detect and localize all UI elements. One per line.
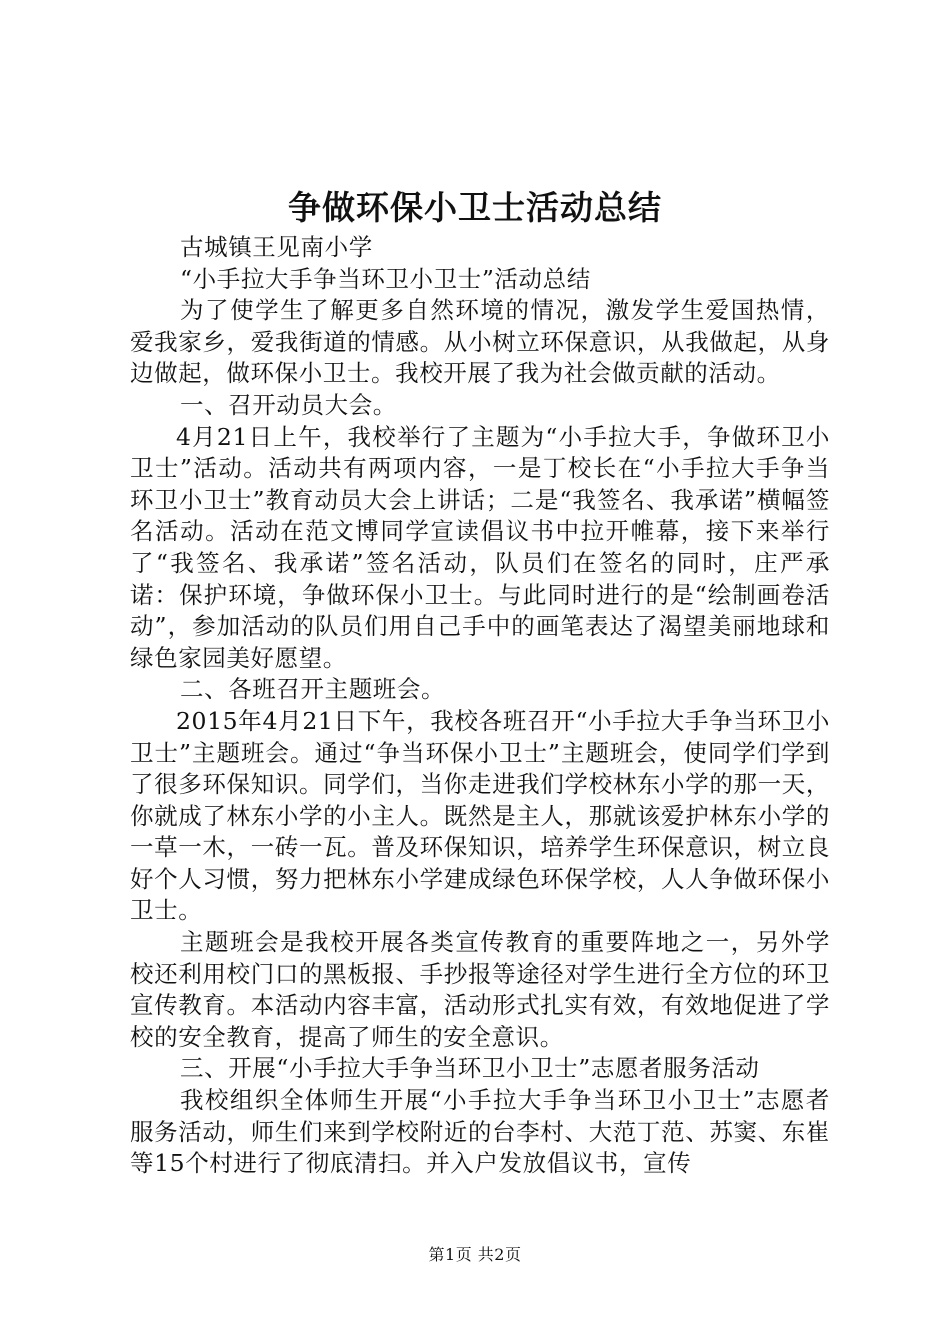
paragraph-school-name: 古城镇王见南小学 [180, 233, 373, 261]
section-heading-2: 二、各班召开主题班会。 [180, 675, 446, 704]
section-heading-1: 一、召开动员大会。 [180, 390, 397, 419]
document-body [130, 232, 830, 1180]
section-heading-3: 三、开展“小手拉大手争当环卫小卫士”志愿者服务活动 [180, 1054, 760, 1083]
document-title: 争做环保小卫士活动总结 [288, 188, 662, 227]
paragraph-section-2: 2015年4月21日下午，我校各班召开“小手拉大手争当环卫小卫士”主题班会。通过“争当环保小卫士”主题班会，使同学们学到了很多环保知识。同学们，当你走进我们学校林东小学的那一天，你就成了林东小学的小主人。既然是主人，那就该爱护林东小学的一草一木，一砖一瓦。普及环保知识，培养学生环保意识，树立良好个人习惯，努力把林东小学建成绿色环保学校，人人争做环保小卫士。 [130, 706, 830, 925]
paragraph-section-1: 4月21日上午，我校举行了主题为“小手拉大手，争做环卫小卫士”活动。活动共有两项内容，一是丁校长在“小手拉大手争当环卫小卫士”教育动员大会上讲话；二是“我签名、我承诺”横幅签名活动。活动在范文博同学宣读倡议书中拉开帷幕，接下来举行了“我签名、我承诺”签名活动，队员们在签名的同时，庄严承诺：保护环境，争做环保小卫士。与此同时进行的是“绘制画卷活动”，参加活动的队员们用自己手中的画笔表达了渴望美丽地球和绿色家园美好愿望。 [130, 422, 830, 672]
paragraph-class-meeting: 主题班会是我校开展各类宣传教育的重要阵地之一，另外学校还利用校门口的黑板报、手抄报等途径对学生进行全方位的环卫宣传教育。本活动内容丰富，活动形式扎实有效，有效地促进了学校的安全教育，提高了师生的安全意识。 [130, 928, 830, 1051]
paragraph-section-3: 我校组织全体师生开展“小手拉大手争当环卫小卫士”志愿者服务活动，师生们来到学校附近的台李村、大范丁范、苏窦、东崔等15个村进行了彻底清扫。并入户发放倡议书，宣传 [130, 1086, 830, 1178]
paragraph-activity-subtitle: “小手拉大手争当环卫小卫士”活动总结 [180, 264, 591, 293]
page-number-footer: 第1页 共2页 [428, 1245, 522, 1264]
paragraph-intro: 为了使学生了解更多自然环境的情况，激发学生爱国热情，爱我家乡，爱我街道的情感。从小树立环保意识，从我做起，从身边做起，做环保小卫士。我校开展了我为社会做贡献的活动。 [130, 296, 830, 388]
